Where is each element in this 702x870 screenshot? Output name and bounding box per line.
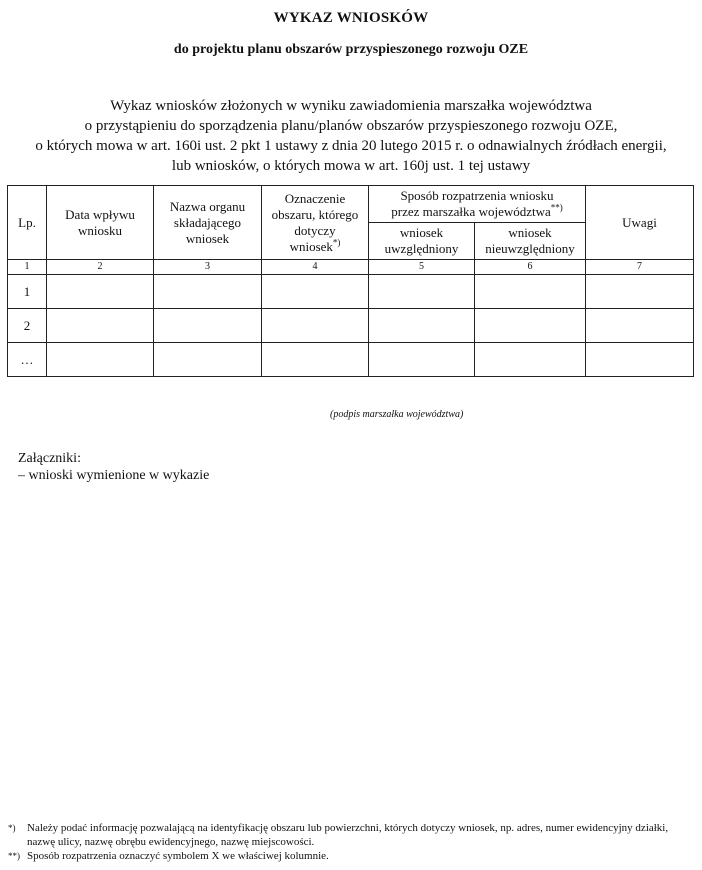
header-method-line: Sposób rozpatrzenia wniosku [400,188,554,203]
intro-line: Wykaz wniosków złożonych w wyniku zawiadomienia marszałka województwa [110,98,592,114]
row-lp: 1 [8,275,47,309]
table-cell [475,309,586,343]
table-cell [475,275,586,309]
footnote-ref: *) [332,237,341,248]
table-cell [47,275,154,309]
header-rejected [475,223,586,260]
footnote [8,821,694,849]
header-notes: Uwagi [586,186,694,260]
intro-line: o przystąpieniu do sporządzenia planu/planów obszarów przyspieszonego rozwoju OZE, [84,118,618,134]
header-area-line: dotyczy [294,222,336,238]
header-organ-line: składającego [173,214,242,230]
row-lp: 2 [8,309,47,343]
column-number-row [8,260,694,275]
header-date-line: Data wpływu [65,206,135,222]
column-number: 4 [262,260,369,275]
footnote-ref: **) [550,202,563,213]
header-organ-line: Nazwa organu [169,198,246,214]
table-row [8,343,694,377]
footnote [8,849,694,863]
table-cell [262,309,369,343]
table-cell [586,309,694,343]
header-organ [154,186,262,260]
table-cell [262,343,369,377]
header-organ-line: wniosek [185,230,230,246]
table-cell [154,309,262,343]
column-number: 3 [154,260,262,275]
table-header-row [8,186,694,223]
footnote-mark: *) [8,823,16,833]
header-area-line: obszaru, którego [271,206,359,222]
header-area [262,186,369,260]
intro-line: o których mowa w art. 160i ust. 2 pkt 1 ustawy z dnia 20 lutego 2015 r. o odnawialnych źródłach energii, [35,138,667,154]
table-row [8,309,694,343]
table-cell [262,275,369,309]
intro-line: lub wniosków, o których mowa w art. 160j ust. 1 tej ustawy [171,158,531,174]
column-number: 1 [8,260,47,275]
header-rejected-line: nieuwzględniony [485,241,575,256]
header-area-line: wniosek [289,238,333,254]
column-number: 6 [475,260,586,275]
footnotes [8,821,694,863]
attachments-item: – wnioski wymienione w wykazie [18,468,210,483]
header-method [369,186,586,223]
header-date-line: wniosku [77,222,123,238]
footnote-mark: **) [8,851,20,861]
table-cell [47,309,154,343]
table-cell [369,275,475,309]
column-number: 5 [369,260,475,275]
page-subtitle: do projektu planu obszarów przyspieszonego rozwoju OZE [173,42,529,57]
header-date [47,186,154,260]
table-row [8,275,694,309]
footnote-text: Należy podać informację pozwalającą na identyfikację obszaru lub powierzchni, których dotyczy wniosek, np. adres, numer ewidencyjny działki, nazwę ulicy, nazwę obrębu ewidencyjnego, nazwę miejscowości. [27,822,669,848]
column-number: 2 [47,260,154,275]
header-rejected-line: wniosek [508,225,552,240]
header-accepted-line: wniosek [399,225,444,240]
header-accepted [369,223,475,260]
row-lp: … [8,343,47,377]
header-area-line: Oznaczenie [284,190,346,206]
footnote-text: Sposób rozpatrzenia oznaczyć symbolem X we właściwej kolumnie. [27,850,329,862]
header-method-line: przez marszałka województwa [391,204,551,219]
intro-paragraph [0,96,702,176]
table-cell [154,275,262,309]
table-cell [475,343,586,377]
column-number: 7 [586,260,694,275]
table-cell [369,309,475,343]
table-cell [586,275,694,309]
table-cell [154,343,262,377]
table-cell [586,343,694,377]
signature-caption: (podpis marszałka województwa) [330,409,464,420]
attachments-label: Załączniki: [18,451,81,466]
table-cell [47,343,154,377]
header-lp: Lp. [8,186,47,260]
applications-table [7,185,694,377]
header-accepted-line: uwzględniony [384,241,459,256]
table-cell [369,343,475,377]
page-title: WYKAZ WNIOSKÓW [273,10,429,26]
attachments-section [18,450,209,484]
